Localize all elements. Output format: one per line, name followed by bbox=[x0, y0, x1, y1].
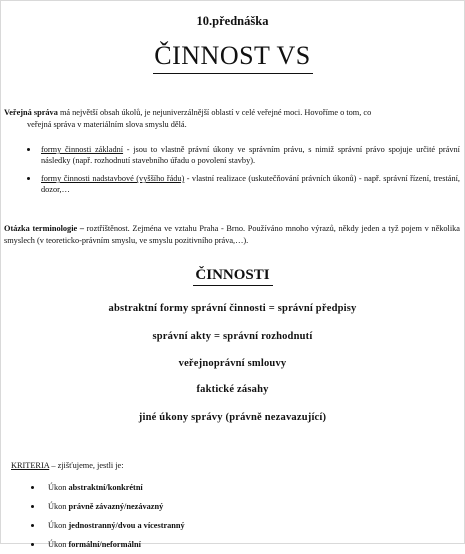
criteria-text: – zjišťujeme, jestli je: bbox=[49, 461, 124, 470]
bullet-text: - jsou to vlastně právní úkony ve správním právu, s nimiž správní právo spojuje určité právní následky (např. rozhodnutí stavebního úřadu o povolení stavby). bbox=[41, 145, 460, 165]
activity-line: jiné úkony správy (právně nezavazující) bbox=[138, 412, 327, 423]
bullet-dot-icon bbox=[31, 543, 34, 546]
bullet-dot-icon bbox=[27, 177, 30, 180]
terminology-text: roztříštěnost. Zejména ve vztahu Praha - Brno. Používáno mnoho výrazů, někdy jeden a tyž pojem v několika smyslech (v teoreticko-právním smyslu, ve smyslu pozitivního práva,…). bbox=[4, 224, 460, 245]
list-item bbox=[31, 535, 185, 554]
criteria-intro bbox=[11, 461, 124, 470]
bullet-link-superstructure[interactable]: formy činnosti nadstavbové (vyššího řádu) bbox=[41, 174, 185, 183]
terminology-paragraph bbox=[4, 223, 460, 247]
bullet-text: - vlastní realizace (uskutečňování právních úkonů) - např. správní řízení, trestání, dozor,… bbox=[41, 174, 460, 194]
terminology-term: Otázka terminologie – bbox=[4, 224, 84, 233]
criteria-prefix: Úkon bbox=[48, 540, 69, 549]
list-item bbox=[31, 478, 185, 497]
bullet-dot-icon bbox=[27, 148, 30, 151]
criteria-value: jednostranný/dvou a vícestranný bbox=[68, 521, 185, 530]
intro-paragraph bbox=[4, 107, 460, 131]
bullet-link-basic[interactable]: formy činnosti základní bbox=[41, 145, 124, 154]
activity-line: veřejnoprávní smlouvy bbox=[178, 358, 287, 369]
criteria-prefix: Úkon bbox=[48, 483, 69, 492]
list-item bbox=[31, 497, 185, 516]
criteria-label: KRITERIA bbox=[11, 461, 50, 470]
section-heading: ČINNOSTI bbox=[1, 267, 464, 286]
activity-line: abstraktní formy správní činnosti = správní předpisy bbox=[108, 303, 357, 314]
intro-text-line1: má největší obsah úkolů, je nejuniverzálnější oblastí v celé veřejné moci. Hovoříme o tom, co bbox=[59, 108, 372, 117]
criteria-prefix: Úkon bbox=[48, 502, 69, 511]
bullet-item bbox=[27, 144, 460, 166]
criteria-prefix: Úkon bbox=[48, 521, 69, 530]
criteria-value: abstraktní/konkrétní bbox=[68, 483, 143, 492]
criteria-value: právně závazný/nezávazný bbox=[68, 502, 164, 511]
bullet-dot-icon bbox=[31, 505, 34, 508]
lecture-number: 10.přednáška bbox=[196, 14, 269, 28]
criteria-list bbox=[31, 478, 185, 554]
intro-term: Veřejná správa bbox=[4, 108, 58, 117]
intro-text-line2: veřejná správa v materiálním slova smyslu dělá. bbox=[27, 120, 187, 129]
bullet-dot-icon bbox=[31, 486, 34, 489]
list-item bbox=[31, 516, 185, 535]
criteria-value: formální/neformální bbox=[68, 540, 141, 549]
activity-line: faktické zásahy bbox=[196, 384, 269, 395]
page-title: ČINNOST VS bbox=[1, 41, 464, 74]
bullet-item bbox=[27, 173, 460, 195]
activity-line: správní akty = správní rozhodnutí bbox=[152, 331, 313, 342]
forms-bullet-list bbox=[27, 144, 460, 202]
bullet-dot-icon bbox=[31, 524, 34, 527]
